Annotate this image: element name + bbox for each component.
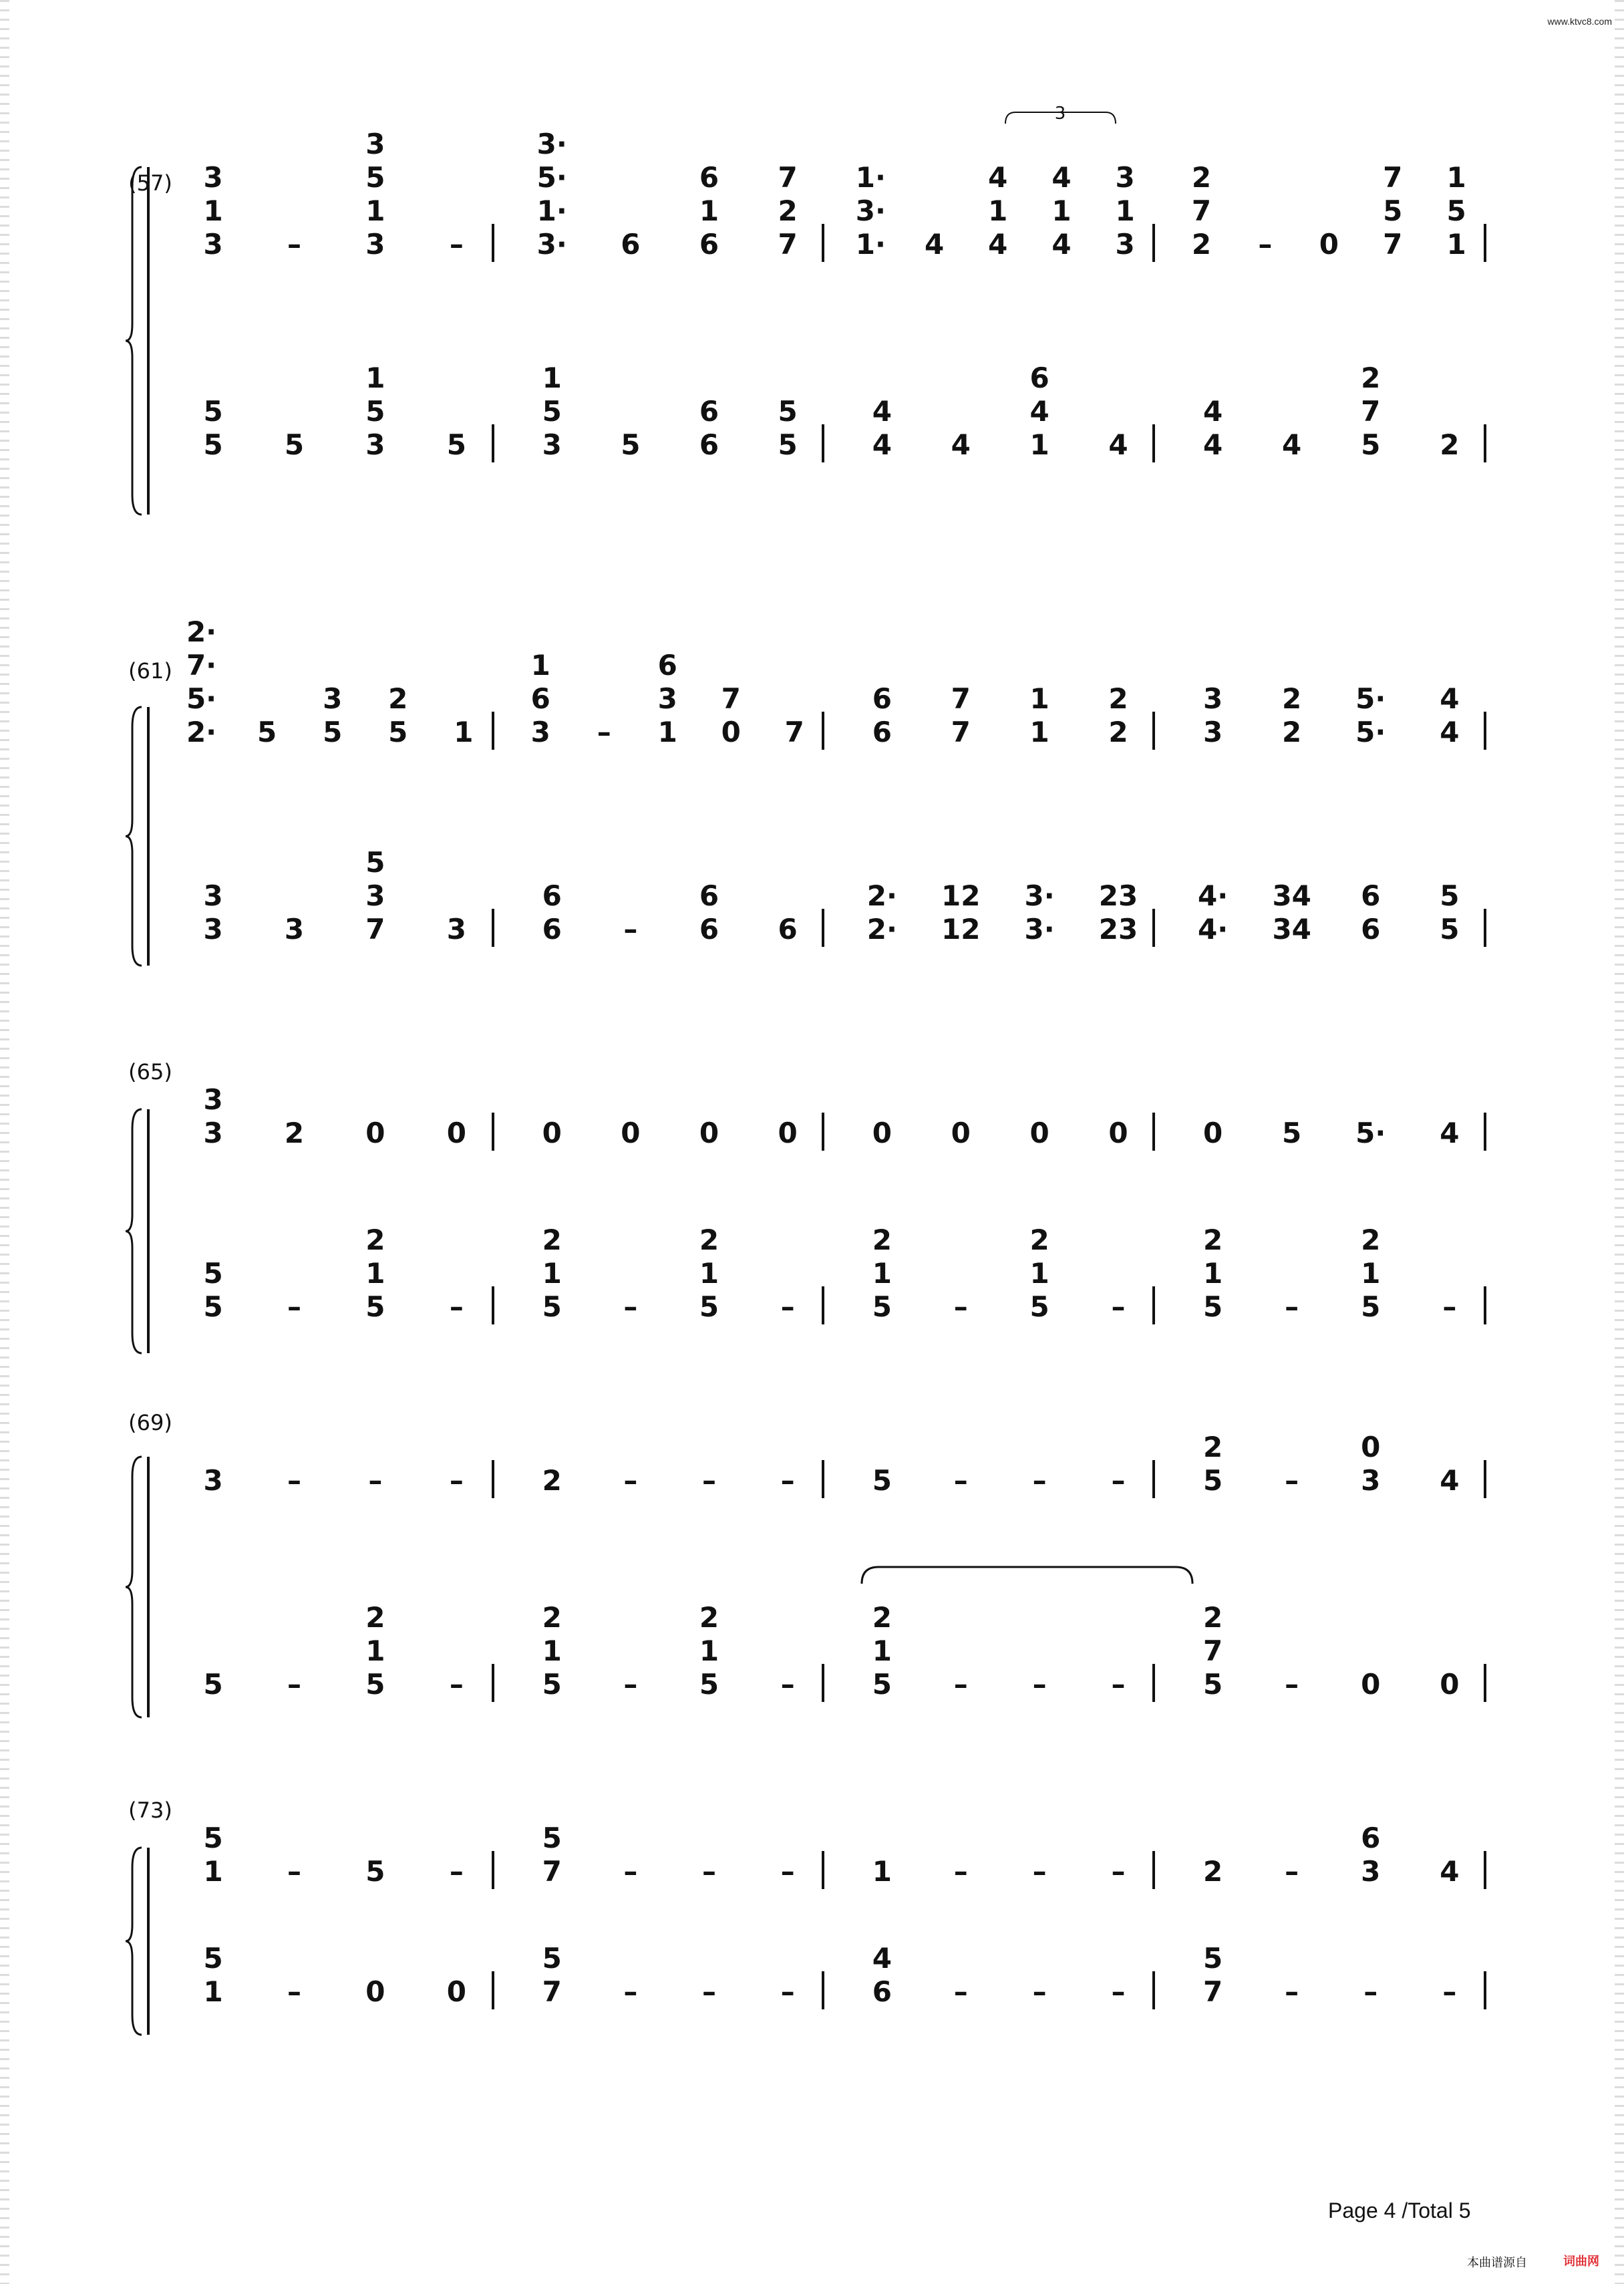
sustain-dash: – bbox=[287, 1464, 301, 1497]
note: 5 bbox=[1361, 428, 1381, 461]
sustain-dash: – bbox=[623, 1855, 638, 1888]
sustain-dash: – bbox=[780, 1975, 795, 2008]
note: 1· bbox=[855, 228, 886, 261]
sustain-dash: – bbox=[701, 1975, 716, 2008]
note: 5 bbox=[542, 1290, 562, 1323]
sustain-dash: – bbox=[449, 1464, 464, 1497]
note: 12 bbox=[941, 879, 981, 912]
note: 6 bbox=[872, 682, 892, 715]
source-credit: 本曲谱源自 bbox=[1467, 2256, 1527, 2270]
note: 1 bbox=[1446, 161, 1466, 194]
note: 1 bbox=[454, 716, 474, 748]
note: 2 bbox=[1191, 228, 1212, 261]
rest: 0 bbox=[542, 1117, 562, 1149]
note: 5 bbox=[365, 1290, 385, 1323]
note: 3 bbox=[1202, 716, 1223, 748]
note: 23 bbox=[1098, 879, 1138, 912]
note: 5 bbox=[446, 428, 466, 461]
note: 5 bbox=[1202, 1464, 1223, 1497]
sustain-dash: – bbox=[1111, 1668, 1126, 1701]
note: 5 bbox=[872, 1464, 892, 1497]
note: 7 bbox=[542, 1975, 562, 2008]
rest: 0 bbox=[872, 1117, 892, 1149]
note: 4 bbox=[1051, 161, 1072, 194]
note: 6 bbox=[778, 913, 798, 946]
note: 1 bbox=[1202, 1257, 1223, 1290]
note: 5· bbox=[186, 682, 217, 715]
note: 1 bbox=[365, 1257, 385, 1290]
note: 3 bbox=[365, 128, 385, 160]
note: 6 bbox=[699, 913, 719, 946]
note: 7 bbox=[721, 682, 741, 715]
note: 5 bbox=[872, 1290, 892, 1323]
sustain-dash: – bbox=[1363, 1975, 1378, 2008]
measure-number: (57) bbox=[128, 170, 172, 196]
note: 2 bbox=[365, 1601, 385, 1634]
note: 1 bbox=[365, 194, 385, 227]
note: 5 bbox=[365, 846, 385, 879]
note: 5 bbox=[203, 428, 223, 461]
note: 3 bbox=[1202, 682, 1223, 715]
note: 3 bbox=[365, 428, 385, 461]
rest: 0 bbox=[1108, 1117, 1128, 1149]
note: 5 bbox=[778, 428, 798, 461]
note: 6 bbox=[699, 395, 719, 428]
note: 3 bbox=[365, 879, 385, 912]
sustain-dash: – bbox=[287, 1290, 301, 1323]
note: 7 bbox=[365, 913, 385, 946]
note: 2 bbox=[1108, 682, 1128, 715]
rest: 0 bbox=[721, 716, 741, 748]
sustain-dash: – bbox=[1032, 1855, 1047, 1888]
note: 6 bbox=[542, 913, 562, 946]
note: 5 bbox=[1282, 1117, 1302, 1149]
note: 4 bbox=[1440, 1464, 1460, 1497]
sustain-dash: – bbox=[449, 228, 464, 261]
note: 1 bbox=[365, 362, 385, 394]
sustain-dash: – bbox=[1032, 1464, 1047, 1497]
note: 2 bbox=[1202, 1224, 1223, 1256]
sustain-dash: – bbox=[1442, 1290, 1457, 1323]
note: 7 bbox=[1202, 1634, 1223, 1667]
note: 6 bbox=[657, 649, 677, 682]
note: 1 bbox=[203, 1975, 223, 2008]
note: 5· bbox=[1355, 1117, 1386, 1149]
note: 1 bbox=[1051, 194, 1072, 227]
rest: 0 bbox=[1202, 1117, 1223, 1149]
note: 5 bbox=[542, 1668, 562, 1701]
sustain-dash: – bbox=[623, 1668, 638, 1701]
note: 2 bbox=[1191, 161, 1212, 194]
note: 5 bbox=[1202, 1290, 1223, 1323]
note: 7 bbox=[1383, 161, 1403, 194]
note: 5 bbox=[699, 1668, 719, 1701]
sustain-dash: – bbox=[780, 1290, 795, 1323]
note: 5 bbox=[257, 716, 277, 748]
sustain-dash: – bbox=[953, 1975, 968, 2008]
note: 3 bbox=[203, 879, 223, 912]
note: 2 bbox=[1282, 682, 1302, 715]
note: 1 bbox=[872, 1855, 892, 1888]
note: 3 bbox=[365, 228, 385, 261]
note: 5 bbox=[621, 428, 641, 461]
note: 3· bbox=[1024, 913, 1055, 946]
sustain-dash: – bbox=[1111, 1464, 1126, 1497]
note: 6 bbox=[872, 716, 892, 748]
note: 6 bbox=[1361, 1822, 1381, 1854]
sustain-dash: – bbox=[953, 1855, 968, 1888]
note: 1 bbox=[988, 194, 1008, 227]
note: 7 bbox=[951, 716, 971, 748]
note: 5 bbox=[1446, 194, 1466, 227]
brace bbox=[126, 167, 142, 515]
note: 2 bbox=[1361, 1224, 1381, 1256]
sustain-dash: – bbox=[1442, 1975, 1457, 2008]
note: 7 bbox=[1191, 194, 1212, 227]
sustain-dash: – bbox=[1111, 1290, 1126, 1323]
rest: 0 bbox=[1361, 1431, 1381, 1463]
rest: 0 bbox=[1440, 1668, 1460, 1701]
page-indicator: Page 4 /Total 5 bbox=[1328, 2198, 1471, 2223]
note: 2 bbox=[542, 1224, 562, 1256]
note: 3· bbox=[536, 228, 567, 261]
note: 1 bbox=[203, 194, 223, 227]
note: 2 bbox=[388, 682, 408, 715]
sustain-dash: – bbox=[449, 1668, 464, 1701]
rest: 0 bbox=[1319, 228, 1339, 261]
note: 6 bbox=[1361, 879, 1381, 912]
note: 1 bbox=[1361, 1257, 1381, 1290]
note: 5 bbox=[1440, 879, 1460, 912]
sustain-dash: – bbox=[287, 1855, 301, 1888]
sustain-dash: – bbox=[287, 1668, 301, 1701]
note: 1 bbox=[542, 1257, 562, 1290]
note: 5· bbox=[1355, 716, 1386, 748]
note: 1 bbox=[699, 1634, 719, 1667]
note: 5 bbox=[1361, 1290, 1381, 1323]
brace bbox=[126, 1109, 142, 1353]
note: 1 bbox=[699, 1257, 719, 1290]
note: 2 bbox=[1202, 1855, 1223, 1888]
note: 3 bbox=[530, 716, 550, 748]
note: 4 bbox=[1051, 228, 1072, 261]
note: 1 bbox=[542, 362, 562, 394]
note: 1 bbox=[365, 1634, 385, 1667]
note: 4· bbox=[1197, 913, 1229, 946]
sustain-dash: – bbox=[597, 716, 611, 748]
sustain-dash: – bbox=[623, 1464, 638, 1497]
sustain-dash: – bbox=[780, 1668, 795, 1701]
note: 2 bbox=[1108, 716, 1128, 748]
sustain-dash: – bbox=[1285, 1975, 1299, 2008]
note: 3· bbox=[855, 194, 886, 227]
note: 3 bbox=[203, 1083, 223, 1116]
note: 5 bbox=[203, 1668, 223, 1701]
sustain-dash: – bbox=[1032, 1975, 1047, 2008]
sustain-dash: – bbox=[623, 1975, 638, 2008]
sustain-dash: – bbox=[623, 913, 638, 946]
sustain-dash: – bbox=[701, 1855, 716, 1888]
note: 5 bbox=[1383, 194, 1403, 227]
note: 1 bbox=[1029, 682, 1049, 715]
note: 4 bbox=[988, 161, 1008, 194]
measure-number: (61) bbox=[128, 658, 172, 684]
note: 5 bbox=[1202, 1942, 1223, 1975]
note: 4 bbox=[1282, 428, 1302, 461]
note: 5 bbox=[1029, 1290, 1049, 1323]
note: 7 bbox=[1361, 395, 1381, 428]
measure-number: (65) bbox=[128, 1059, 172, 1085]
note: 3 bbox=[203, 1464, 223, 1497]
note: 6 bbox=[872, 1975, 892, 2008]
sustain-dash: – bbox=[1032, 1668, 1047, 1701]
note: 5 bbox=[365, 161, 385, 194]
note: 1 bbox=[1446, 228, 1466, 261]
note: 34 bbox=[1272, 913, 1311, 946]
brace bbox=[126, 1848, 142, 2035]
note: 3 bbox=[203, 1117, 223, 1149]
rest: 0 bbox=[446, 1117, 466, 1149]
note: 2 bbox=[1440, 428, 1460, 461]
note: 7· bbox=[186, 649, 217, 682]
measure-number: (69) bbox=[128, 1410, 172, 1435]
slur bbox=[862, 1567, 1192, 1584]
note: 5 bbox=[542, 1822, 562, 1854]
sustain-dash: – bbox=[953, 1668, 968, 1701]
note: 4 bbox=[1440, 716, 1460, 748]
sustain-dash: – bbox=[287, 1975, 301, 2008]
sustain-dash: – bbox=[701, 1464, 716, 1497]
rest: 0 bbox=[1361, 1668, 1381, 1701]
rest: 0 bbox=[365, 1975, 385, 2008]
note: 4 bbox=[1440, 1117, 1460, 1149]
note: 5 bbox=[323, 716, 343, 748]
note: 5 bbox=[1440, 913, 1460, 946]
sustain-dash: – bbox=[623, 1290, 638, 1323]
note: 7 bbox=[951, 682, 971, 715]
note: 5 bbox=[203, 1822, 223, 1854]
note: 6 bbox=[621, 228, 641, 261]
rest: 0 bbox=[699, 1117, 719, 1149]
note: 3 bbox=[284, 913, 305, 946]
note: 4 bbox=[988, 228, 1008, 261]
measure-number: (73) bbox=[128, 1798, 172, 1823]
note: 1 bbox=[530, 649, 550, 682]
note: 2 bbox=[365, 1224, 385, 1256]
note: 3 bbox=[1115, 228, 1135, 261]
note: 1· bbox=[536, 194, 567, 227]
note: 5 bbox=[203, 395, 223, 428]
sustain-dash: – bbox=[1111, 1855, 1126, 1888]
sustain-dash: – bbox=[1258, 228, 1273, 261]
sustain-dash: – bbox=[953, 1290, 968, 1323]
sustain-dash: – bbox=[449, 1855, 464, 1888]
note: 7 bbox=[778, 228, 798, 261]
sustain-dash: – bbox=[1111, 1975, 1126, 2008]
note: 3 bbox=[542, 428, 562, 461]
note: 1 bbox=[1029, 716, 1049, 748]
note: 5 bbox=[1202, 1668, 1223, 1701]
note: 34 bbox=[1272, 879, 1311, 912]
note: 4 bbox=[1202, 395, 1223, 428]
note: 3 bbox=[1361, 1855, 1381, 1888]
note: 6 bbox=[699, 428, 719, 461]
brace bbox=[126, 1457, 142, 1717]
note: 1 bbox=[1029, 428, 1049, 461]
note: 3 bbox=[203, 228, 223, 261]
site-logo: 词曲网 bbox=[1563, 2255, 1599, 2269]
sustain-dash: – bbox=[1285, 1668, 1299, 1701]
sustain-dash: – bbox=[1285, 1290, 1299, 1323]
note: 1 bbox=[657, 716, 677, 748]
note: 2· bbox=[866, 879, 897, 912]
note: 6 bbox=[1029, 362, 1049, 394]
note: 5 bbox=[365, 1668, 385, 1701]
note: 2 bbox=[1361, 362, 1381, 394]
note: 5 bbox=[365, 1855, 385, 1888]
note: 4 bbox=[1029, 395, 1049, 428]
note: 3· bbox=[536, 128, 567, 160]
note: 2 bbox=[699, 1224, 719, 1256]
rest: 0 bbox=[621, 1117, 641, 1149]
note: 2 bbox=[1202, 1601, 1223, 1634]
note: 3· bbox=[1024, 879, 1055, 912]
note: 5 bbox=[872, 1668, 892, 1701]
note: 6 bbox=[699, 161, 719, 194]
brace bbox=[126, 707, 142, 966]
note: 2 bbox=[1029, 1224, 1049, 1256]
note: 1 bbox=[1115, 194, 1135, 227]
sustain-dash: – bbox=[449, 1290, 464, 1323]
tuplet-number: 3 bbox=[1054, 104, 1066, 124]
note: 3 bbox=[203, 161, 223, 194]
note: 5 bbox=[542, 1942, 562, 1975]
note: 5 bbox=[203, 1942, 223, 1975]
note: 2 bbox=[1202, 1431, 1223, 1463]
note: 4 bbox=[951, 428, 971, 461]
note: 7 bbox=[1383, 228, 1403, 261]
note: 5 bbox=[388, 716, 408, 748]
rest: 0 bbox=[778, 1117, 798, 1149]
sustain-dash: – bbox=[1285, 1855, 1299, 1888]
note: 2 bbox=[1282, 716, 1302, 748]
note: 2 bbox=[778, 194, 798, 227]
site-url: www.ktvc8.com bbox=[1547, 16, 1612, 27]
sustain-dash: – bbox=[953, 1464, 968, 1497]
note: 4 bbox=[1108, 428, 1128, 461]
note: 2 bbox=[542, 1601, 562, 1634]
note: 5 bbox=[203, 1290, 223, 1323]
note: 2· bbox=[866, 913, 897, 946]
note: 7 bbox=[778, 161, 798, 194]
note: 4 bbox=[1440, 682, 1460, 715]
note: 4· bbox=[1197, 879, 1229, 912]
note: 23 bbox=[1098, 913, 1138, 946]
sustain-dash: – bbox=[1285, 1464, 1299, 1497]
note: 3 bbox=[657, 682, 677, 715]
note: 1· bbox=[855, 161, 886, 194]
rest: 0 bbox=[1029, 1117, 1049, 1149]
note: 5 bbox=[365, 395, 385, 428]
note: 1 bbox=[542, 1634, 562, 1667]
note: 1 bbox=[872, 1257, 892, 1290]
note: 3 bbox=[323, 682, 343, 715]
note: 3 bbox=[1361, 1464, 1381, 1497]
sustain-dash: – bbox=[368, 1464, 383, 1497]
note: 3 bbox=[203, 913, 223, 946]
note: 2 bbox=[699, 1601, 719, 1634]
note: 5 bbox=[284, 428, 305, 461]
note: 4 bbox=[1440, 1855, 1460, 1888]
note: 6 bbox=[699, 228, 719, 261]
note: 7 bbox=[784, 716, 804, 748]
note: 2 bbox=[284, 1117, 305, 1149]
note: 6 bbox=[530, 682, 550, 715]
note: 1 bbox=[872, 1634, 892, 1667]
note: 1 bbox=[1029, 1257, 1049, 1290]
note: 4 bbox=[872, 428, 892, 461]
note: 5 bbox=[778, 395, 798, 428]
note: 5 bbox=[542, 395, 562, 428]
note: 7 bbox=[1202, 1975, 1223, 2008]
note: 2· bbox=[186, 716, 217, 748]
sustain-dash: – bbox=[780, 1855, 795, 1888]
note: 2 bbox=[542, 1464, 562, 1497]
note: 5· bbox=[1355, 682, 1386, 715]
note: 5 bbox=[699, 1290, 719, 1323]
rest: 0 bbox=[365, 1117, 385, 1149]
note: 6 bbox=[542, 879, 562, 912]
note: 7 bbox=[542, 1855, 562, 1888]
sustain-dash: – bbox=[780, 1464, 795, 1497]
rest: 0 bbox=[951, 1117, 971, 1149]
note: 2 bbox=[872, 1224, 892, 1256]
note: 1 bbox=[699, 194, 719, 227]
note: 3 bbox=[1115, 161, 1135, 194]
note: 4 bbox=[872, 1942, 892, 1975]
note: 4 bbox=[1202, 428, 1223, 461]
note: 2 bbox=[872, 1601, 892, 1634]
note: 4 bbox=[872, 395, 892, 428]
note: 3 bbox=[446, 913, 466, 946]
sustain-dash: – bbox=[287, 228, 301, 261]
rest: 0 bbox=[446, 1975, 466, 2008]
note: 1 bbox=[203, 1855, 223, 1888]
note: 2· bbox=[186, 615, 217, 648]
note: 5· bbox=[536, 161, 567, 194]
note: 12 bbox=[941, 913, 981, 946]
note: 6 bbox=[699, 879, 719, 912]
note: 5 bbox=[203, 1257, 223, 1290]
note: 4 bbox=[924, 228, 945, 261]
note: 6 bbox=[1361, 913, 1381, 946]
